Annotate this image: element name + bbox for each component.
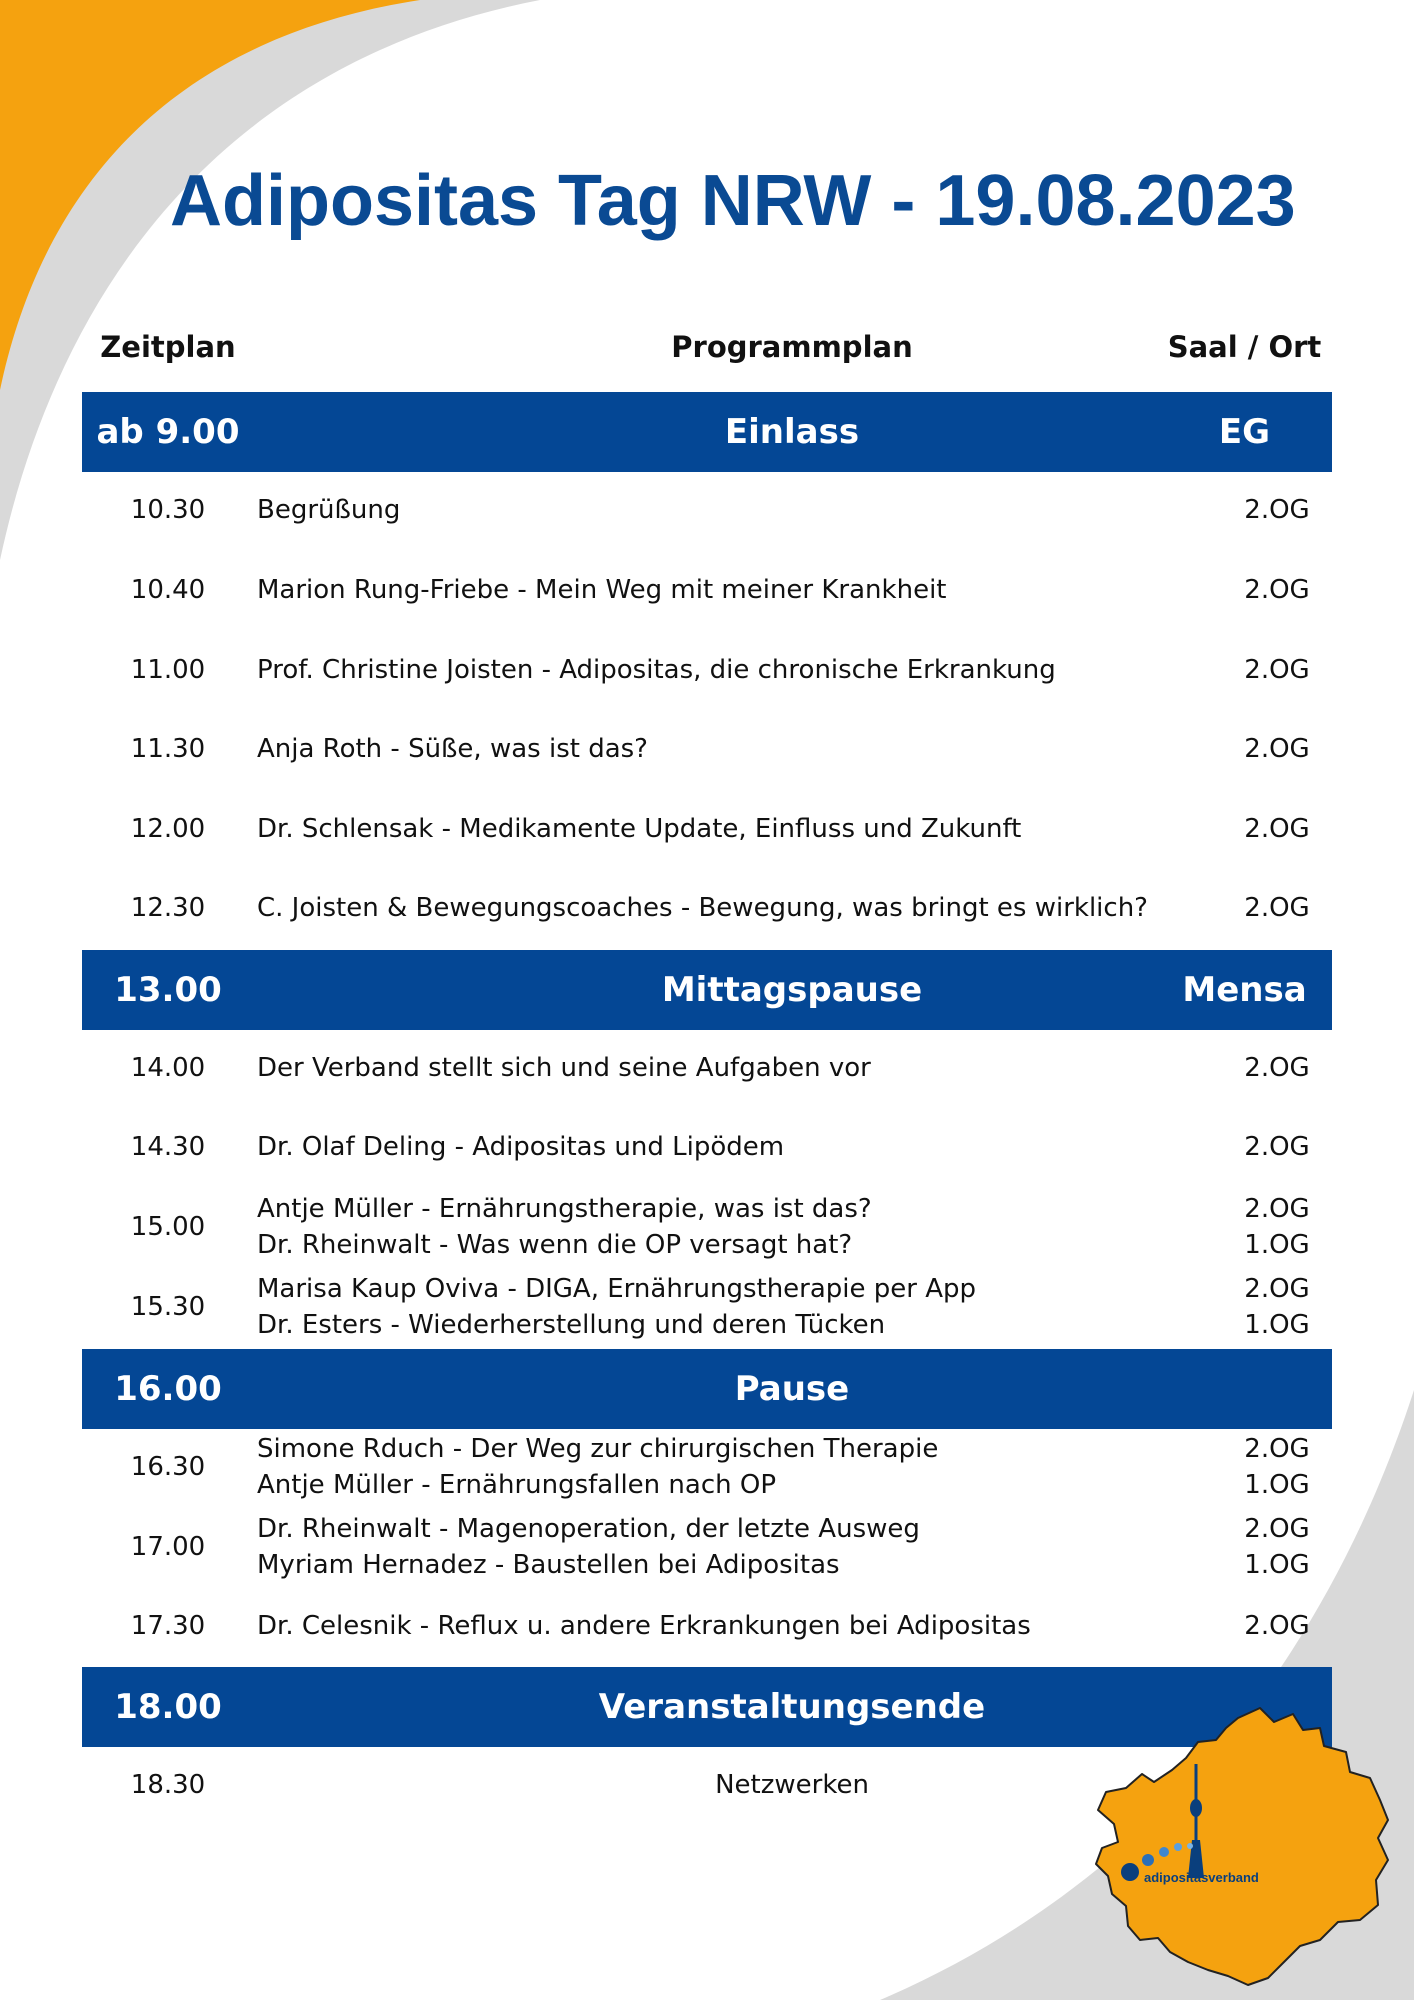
logo-text: adipositasverband (1144, 1870, 1259, 1885)
row-room: 2.OG (1244, 1514, 1310, 1544)
row-room: 2.OG (1244, 495, 1310, 525)
column-header-room: Saal / Ort (1167, 330, 1322, 364)
row-room: 2.OG (1244, 893, 1310, 923)
closing-label: Netzwerken (715, 1770, 869, 1800)
row-time: 14.30 (130, 1132, 206, 1162)
row-title: Myriam Hernadez - Baustellen bei Adipositas (257, 1550, 840, 1580)
row-title: Dr. Schlensak - Medikamente Update, Einfluss und Zukunft (257, 814, 1022, 844)
row-time: 11.00 (130, 655, 206, 685)
section-bar-room: Mensa (1182, 970, 1307, 1010)
row-time: 10.40 (130, 575, 206, 605)
row-room: 2.OG (1244, 575, 1310, 605)
row-time: 17.00 (130, 1532, 206, 1562)
row-room: 2.OG (1244, 1611, 1310, 1641)
row-room: 2.OG (1244, 1194, 1310, 1224)
section-bar-room (1157, 1349, 1332, 1429)
section-bar-label: Pause (734, 1369, 850, 1409)
row-room: 2.OG (1244, 1132, 1310, 1162)
row-time: 14.00 (130, 1053, 206, 1083)
row-time: 15.30 (130, 1292, 206, 1322)
section-bar-label: Einlass (724, 412, 860, 452)
row-room: 2.OG (1244, 734, 1310, 764)
row-room: 2.OG (1244, 1053, 1310, 1083)
row-title: Marisa Kaup Oviva - DIGA, Ernährungstherapie per App (257, 1274, 977, 1304)
row-room: 2.OG (1244, 814, 1310, 844)
section-bar-room: EG (1218, 412, 1271, 452)
nrw-map-logo-icon (1088, 1700, 1393, 1990)
section-bar-time: 16.00 (114, 1369, 222, 1409)
section-bar-mittagspause (82, 950, 1332, 1030)
row-title: C. Joisten & Bewegungscoaches - Bewegung, was bringt es wirklich? (257, 893, 1148, 923)
row-title: Dr. Esters - Wiederherstellung und deren Tücken (257, 1310, 886, 1340)
row-time: 15.00 (130, 1212, 206, 1242)
row-time: 10.30 (130, 495, 206, 525)
section-bar-pause (82, 1349, 1332, 1429)
row-room: 1.OG (1244, 1550, 1310, 1580)
row-title: Begrüßung (257, 495, 401, 525)
row-title: Antje Müller - Ernährungstherapie, was ist das? (257, 1194, 872, 1224)
section-bar-label: Veranstaltungsende (598, 1687, 986, 1727)
row-time: 16.30 (130, 1452, 206, 1482)
row-room: 2.OG (1244, 1274, 1310, 1304)
row-room: 1.OG (1244, 1230, 1310, 1260)
section-bar-einlass (82, 392, 1332, 472)
section-bar-time: 13.00 (114, 970, 222, 1010)
row-title: Prof. Christine Joisten - Adipositas, die chronische Erkrankung (257, 655, 1056, 685)
section-bar-label: Mittagspause (661, 970, 923, 1010)
column-header-time: Zeitplan (100, 330, 236, 364)
row-title: Marion Rung-Friebe - Mein Weg mit meiner Krankheit (257, 575, 947, 605)
row-room: 2.OG (1244, 1434, 1310, 1464)
row-time: 12.00 (130, 814, 206, 844)
row-title: Dr. Celesnik - Reflux u. andere Erkrankungen bei Adipositas (257, 1611, 1031, 1641)
closing-time: 18.30 (130, 1770, 206, 1800)
column-header-program: Programmplan (671, 330, 913, 364)
page-title: Adipositas Tag NRW - 19.08.2023 (170, 161, 1296, 241)
row-room: 1.OG (1244, 1310, 1310, 1340)
row-time: 11.30 (130, 734, 206, 764)
row-title: Anja Roth - Süße, was ist das? (257, 734, 648, 764)
row-time: 12.30 (130, 893, 206, 923)
row-title: Dr. Rheinwalt - Was wenn die OP versagt hat? (257, 1230, 853, 1260)
row-time: 17.30 (130, 1611, 206, 1641)
row-title: Antje Müller - Ernährungsfallen nach OP (257, 1470, 777, 1500)
row-title: Dr. Rheinwalt - Magenoperation, der letzte Ausweg (257, 1514, 920, 1544)
row-room: 1.OG (1244, 1470, 1310, 1500)
section-bar-time: ab 9.00 (96, 412, 240, 452)
row-title: Der Verband stellt sich und seine Aufgaben vor (257, 1053, 871, 1083)
row-title: Dr. Olaf Deling - Adipositas und Lipödem (257, 1132, 785, 1162)
section-bar-time: 18.00 (114, 1687, 222, 1727)
row-room: 2.OG (1244, 655, 1310, 685)
row-title: Simone Rduch - Der Weg zur chirurgischen Therapie (257, 1434, 939, 1464)
